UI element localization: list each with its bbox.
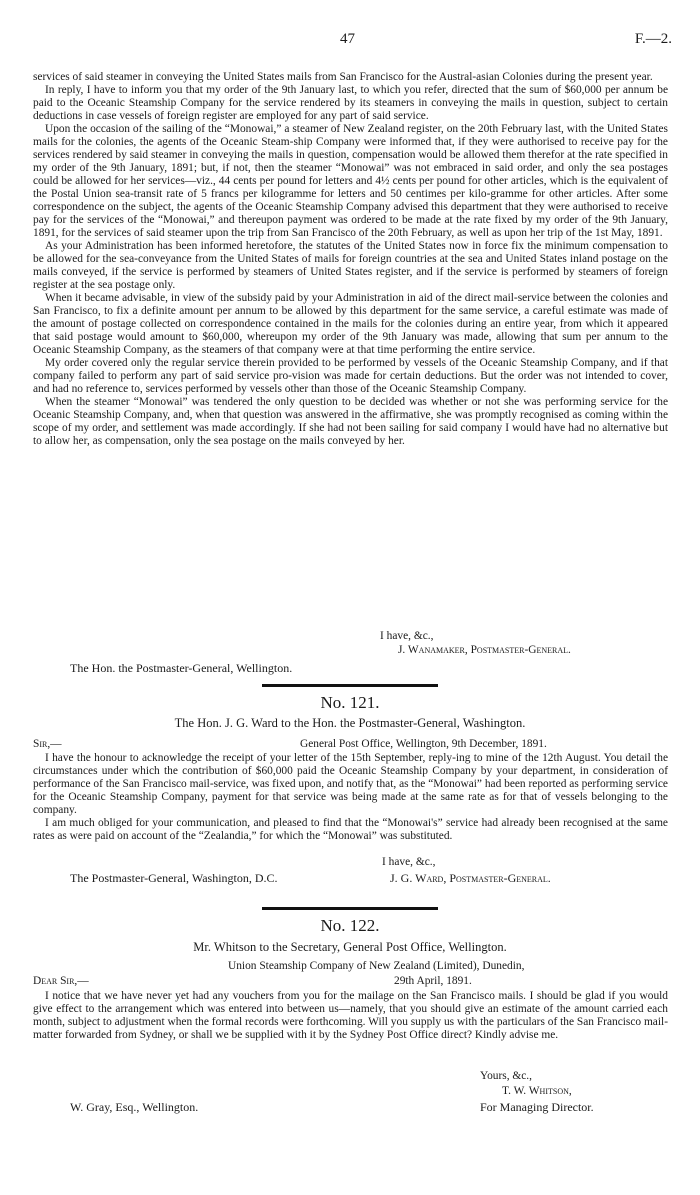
page-number: 47 — [340, 31, 355, 47]
addressee: The Postmaster-General, Washington, D.C. — [70, 871, 278, 885]
section-divider — [262, 684, 438, 687]
signature: T. W. Whitson, — [502, 1085, 572, 1097]
page-header — [0, 31, 700, 51]
letter-1-body — [33, 71, 668, 448]
sender-address: Union Steamship Company of New Zealand (Limited), Dunedin, — [228, 960, 525, 972]
paragraph: services of said steamer in conveying the United States mails from San Francisco for the Austral-asian Colonies during the present year. — [33, 71, 653, 83]
paragraph: I have the honour to acknowledge the receipt of your letter of the 15th September, reply-ing to mine of the 12th August. You detail the circumstances under which the contribution of $60,000 paid the Oceanic Steamship Company by your department, in consideration of performance of the San Francisco mail-service, was fixed upon, and notify that, as the “Monowai” had been reported as performing service for the Oceanic Steamship Company, payment for that service was being made at the same rate as for that of vessels belonging to the company. — [33, 752, 668, 816]
section-divider — [262, 907, 438, 910]
letter-3-body — [33, 990, 668, 1042]
signature: J. Wanamaker, Postmaster-General. — [398, 644, 571, 656]
document-reference: F.—2. — [634, 31, 672, 47]
addressee: The Hon. the Postmaster-General, Wellington. — [70, 661, 293, 675]
closing: I have, &c., — [380, 630, 434, 642]
letter-2-body — [33, 752, 668, 843]
paragraph: When the steamer “Monowai” was tendered the only question to be decided was whether or not she was performing service for the Oceanic Steamship Company, and, when that question was answered in the affirmative, she was promptly recognised as coming within the scope of my order, and settlement was made accordingly. If she had not been sailing for said company I would have had no alternative but to allow her, as compensation, only the sea postage on the mails conveyed by her. — [33, 396, 668, 447]
closing: Yours, &c., — [480, 1070, 533, 1082]
salutation: Sir,— — [33, 738, 62, 750]
paragraph: As your Administration has been informed heretofore, the statutes of the United States now in force fix the minimum compensation to be allowed for the sea-conveyance from the United States of mails for foreign countries at the sea and United States inland postage on the mails conveyed, if the service is performed by steamers of United States register, and if the service is performed by steamers of foreign register at the sea postage only. — [33, 240, 668, 291]
letter-number: No. 121. — [320, 693, 380, 712]
signature: J. G. Ward, Postmaster-General. — [390, 871, 551, 885]
letter-title: The Hon. J. G. Ward to the Hon. the Postmaster-General, Washington. — [174, 716, 526, 730]
addressee: W. Gray, Esq., Wellington. — [70, 1100, 199, 1114]
date: 29th April, 1891. — [394, 975, 472, 987]
closing: I have, &c., — [382, 856, 436, 868]
paragraph: I notice that we have never yet had any vouchers from you for the mailage on the San Francisco mails. I should be glad if you would give effect to the arrangement which was entered into between us—namely, that you should give an estimate of the amount carried each month, subject to adjustment when the formal records were forthcoming. Will you supply us with the particulars of the San Francisco mail-matter forwarded from Sydney, or shall we be supplied with it by the Sydney Post Office direct? Kindly advise me. — [33, 990, 668, 1041]
letter-number: No. 122. — [320, 916, 380, 935]
signature-title: For Managing Director. — [480, 1100, 594, 1114]
paragraph: Upon the occasion of the sailing of the “Monowai,” a steamer of New Zealand register, on the 20th February last, with the United States mails for the colonies, the agents of the Oceanic Steam-ship Company were informed that, if they were authorised to receive pay for the services rendered by said steamer in conveying the mails in question, compensation would be allowed them therefor at the rate specified in my order of the 9th January, 1891; but, if not, then the steamer “Monowai” was not embraced in said order, and only the sea postages could be allowed for her services—viz., 44 cents per pound for letters and 4½ cents per pound for other articles, which is the equivalent of the Postal Union sea-transit rate of 5 francs per kilogramme for letters and 50 centimes per kilo-gramme for other articles. After some correspondence on the subject, the agents of the Oceanic Steamship Company advised this department that they were authorised to receive pay for the services of the “Monowai,” and thereupon payment was ordered to be made at the rate fixed by my order of the 9th January, 1891, for the services of said steamer upon the trip from San Francisco of the 20th February, as well as upon her trip of the 1st May, 1891. — [33, 123, 668, 239]
paragraph: I am much obliged for your communication, and pleased to find that the “Monowai's” service had already been recognised at the same rates as were paid on account of the “Zealandia,” for which the “Monowai” was substituted. — [33, 817, 668, 842]
paragraph: In reply, I have to inform you that my order of the 9th January last, to which you refer, directed that the sum of $60,000 per annum be paid to the Oceanic Steamship Company for the service rendered by its steamers in conveying the mails in question, subject to certain deductions in case vessels of foreign register are employed for any part of said service. — [33, 84, 668, 122]
letter-title: Mr. Whitson to the Secretary, General Post Office, Wellington. — [193, 940, 507, 954]
paragraph: When it became advisable, in view of the subsidy paid by your Administration in aid of the direct mail-service between the colonies and San Francisco, to fix a definite amount per annum to be allowed by this department for the same service, a careful estimate was made of the amount of postage collected on correspondence contained in the mails for the colonies during an entire year, from which it appeared that said postage would amount to $60,000, whereupon my order of the 9th January was made, allowing that sum per annum to the Oceanic Steamship Company, as the steamers of that company were at that time performing the entire service. — [33, 292, 668, 356]
dateline: General Post Office, Wellington, 9th December, 1891. — [300, 738, 547, 750]
paragraph: My order covered only the regular service therein provided to be performed by vessels of the Oceanic Steamship Company, and if that company failed to perform any part of said service pro-vision was made for certain deductions. But the order was not intended to cover, and had no reference to, services performed by vessels other than those of the Oceanic Steamship Company. — [33, 357, 668, 395]
salutation: Dear Sir,— — [33, 975, 89, 987]
